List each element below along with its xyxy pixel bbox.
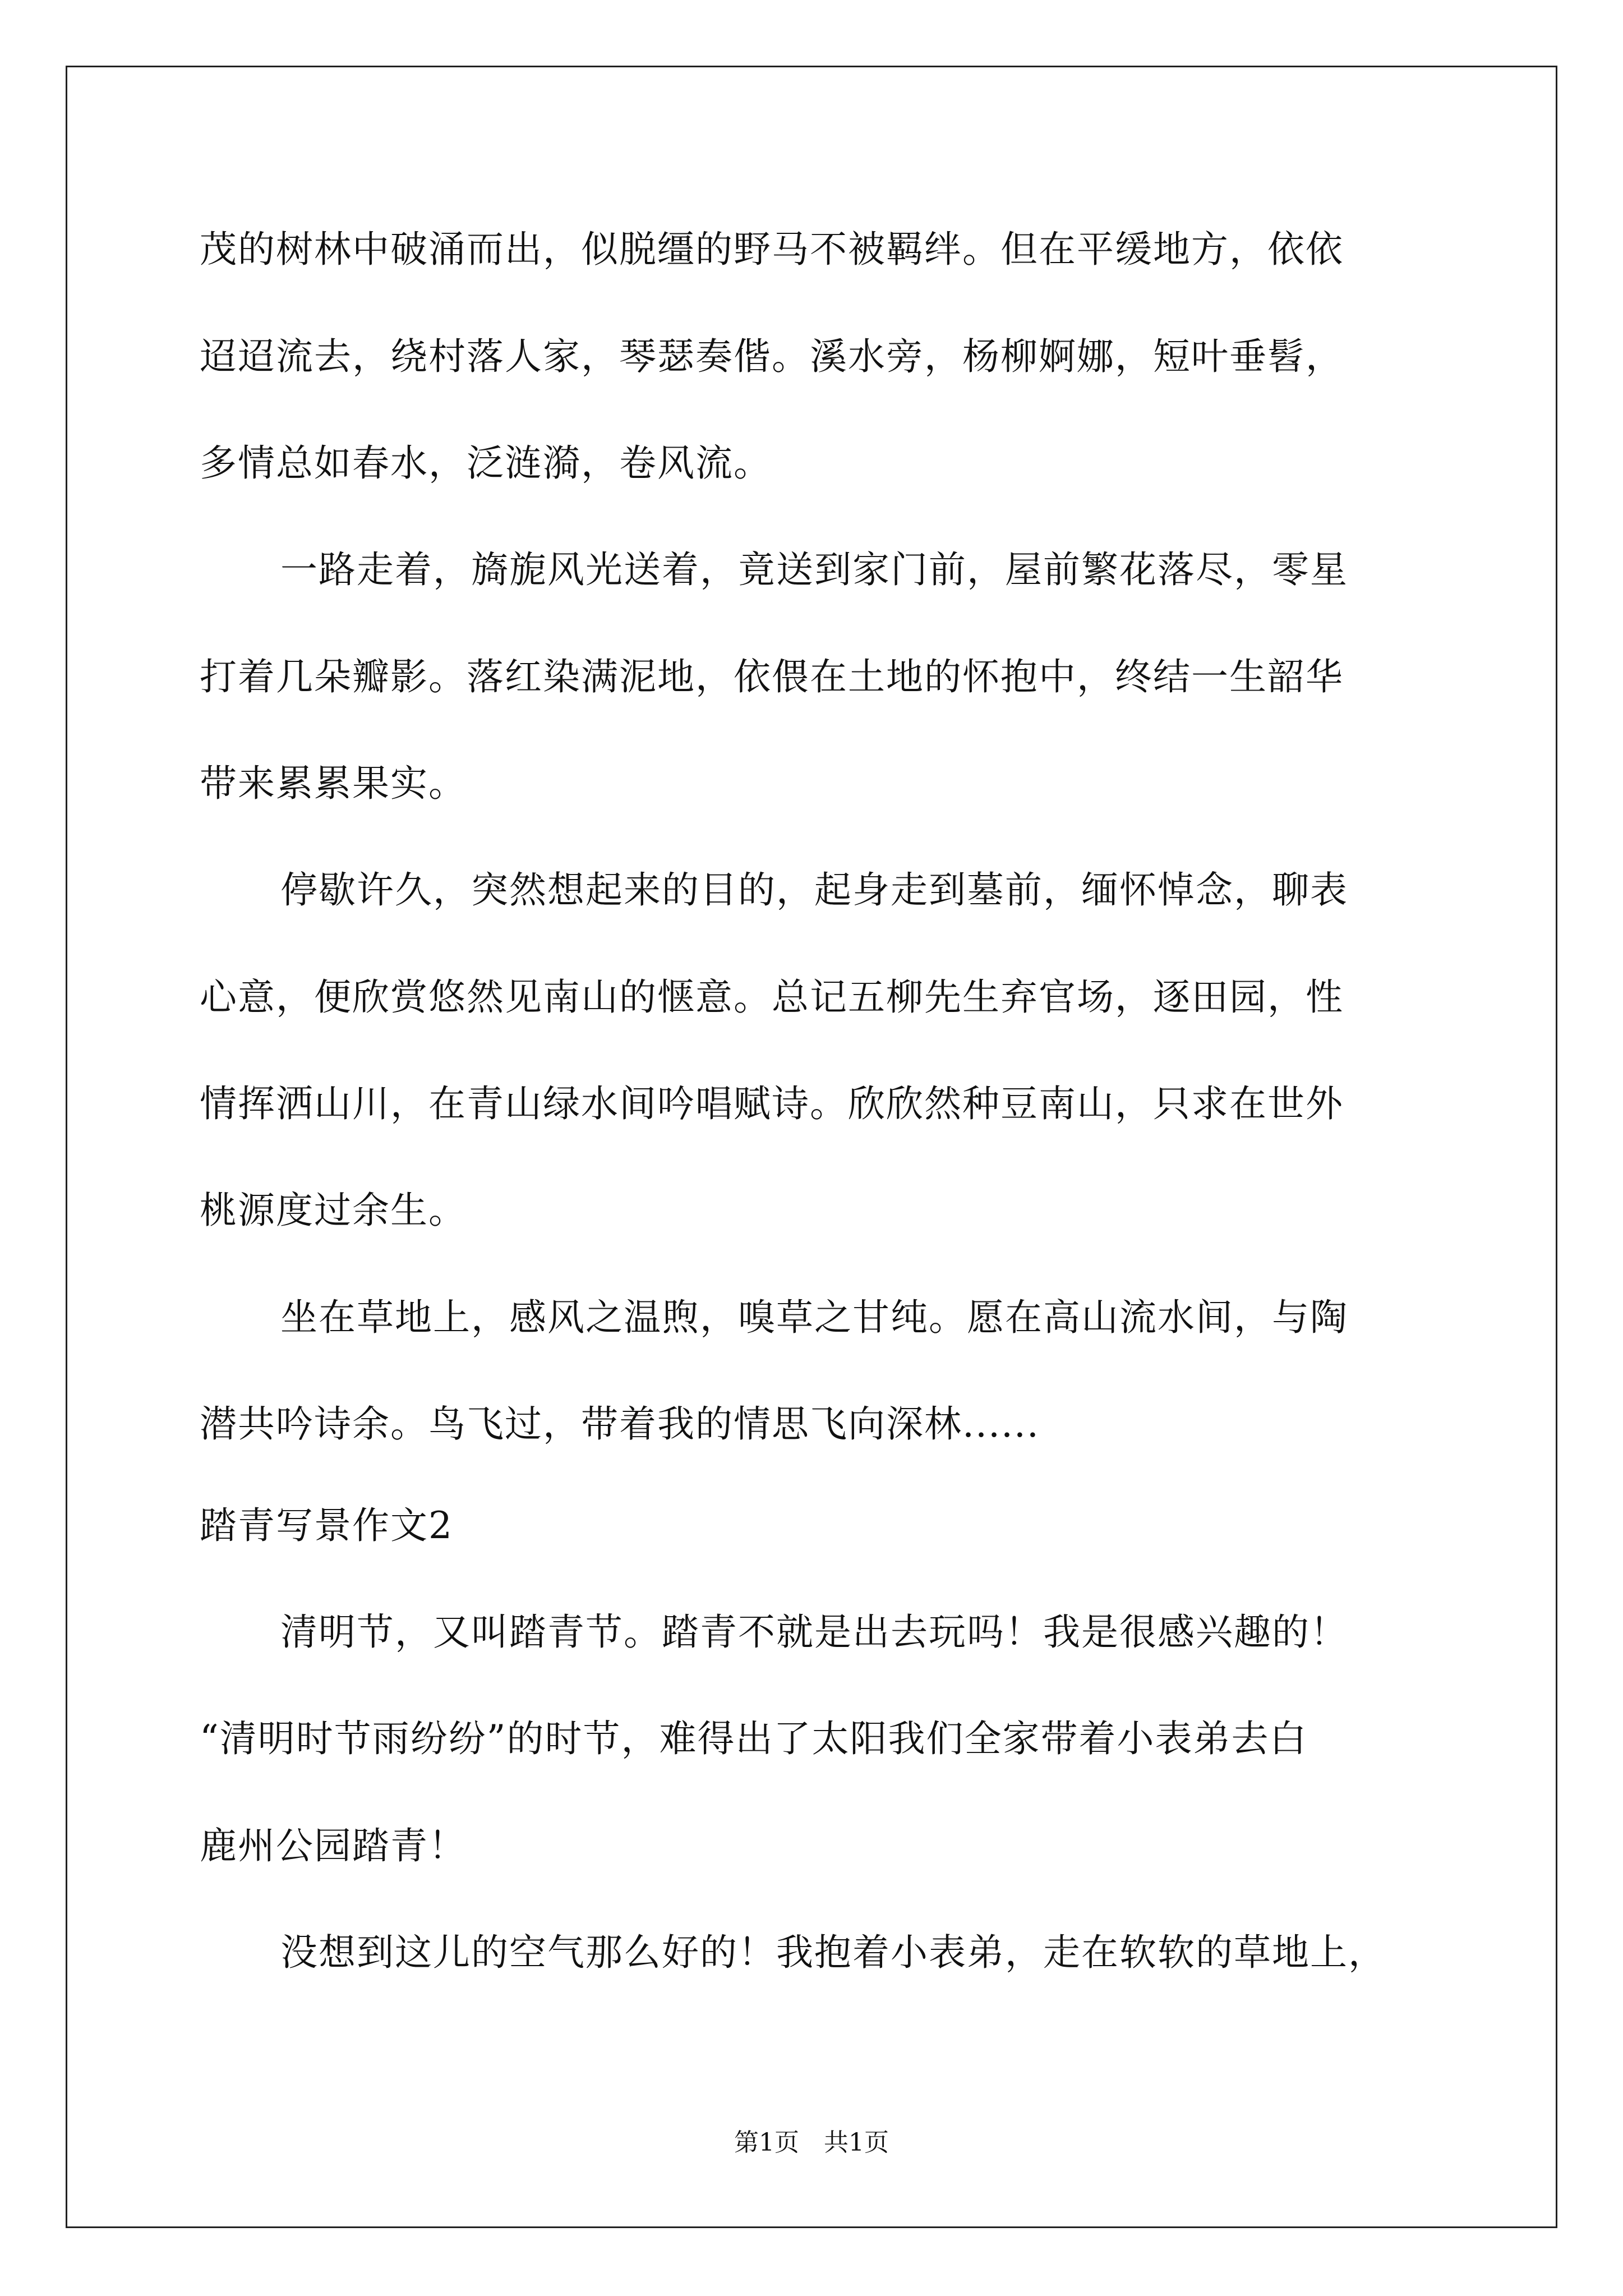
paragraph-line: 停歇许久，突然想起来的目的，起身走到墓前，缅怀悼念，聊表 [280, 868, 1348, 912]
paragraph-line: 多情总如春水，泛涟漪，卷风流。 [200, 441, 772, 485]
paragraph-line: 潜共吟诗余。鸟飞过，带着我的情思飞向深林...... [200, 1402, 1040, 1446]
paragraph-line: 带来累累果实。 [200, 762, 467, 805]
page-footer: 第1页 共1页 [734, 2128, 889, 2157]
paragraph-line: 一路走着，旖旎风光送着，竟送到家门前，屋前繁花落尽，零星 [280, 548, 1348, 591]
paragraph-line: 心意，便欣赏悠然见南山的惬意。总记五柳先生弃官场，逐田园，性 [200, 976, 1344, 1019]
section-heading: 踏青写景作文2 [200, 1504, 453, 1547]
paragraph-line: “清明时节雨纷纷”的时节，难得出了太阳我们全家带着小表弟去白 [200, 1717, 1308, 1760]
paragraph-line: 迢迢流去，绕村落人家，琴瑟奏偕。溪水旁，杨柳婀娜，短叶垂髫， [200, 335, 1344, 378]
paragraph-line: 没想到这儿的空气那么好的！我抱着小表弟，走在软软的草地上， [280, 1931, 1386, 1974]
paragraph-line: 坐在草地上，感风之温煦，嗅草之甘纯。愿在高山流水间，与陶 [280, 1296, 1348, 1339]
paragraph-line: 清明节，又叫踏青节。踏青不就是出去玩吗！我是很感兴趣的！ [280, 1611, 1348, 1654]
paragraph-line: 打着几朵瓣影。落红染满泥地，依偎在土地的怀抱中，终结一生韶华 [200, 655, 1344, 698]
paragraph-line: 鹿州公园踏青！ [200, 1824, 467, 1867]
paragraph-line: 茂的树林中破涌而出，似脱缰的野马不被羁绊。但在平缓地方，依依 [200, 228, 1344, 271]
paragraph-line: 桃源度过余生。 [200, 1189, 467, 1232]
page-border [66, 66, 1557, 2228]
paragraph-line: 情挥洒山川，在青山绿水间吟唱赋诗。欣欣然种豆南山，只求在世外 [200, 1082, 1344, 1125]
